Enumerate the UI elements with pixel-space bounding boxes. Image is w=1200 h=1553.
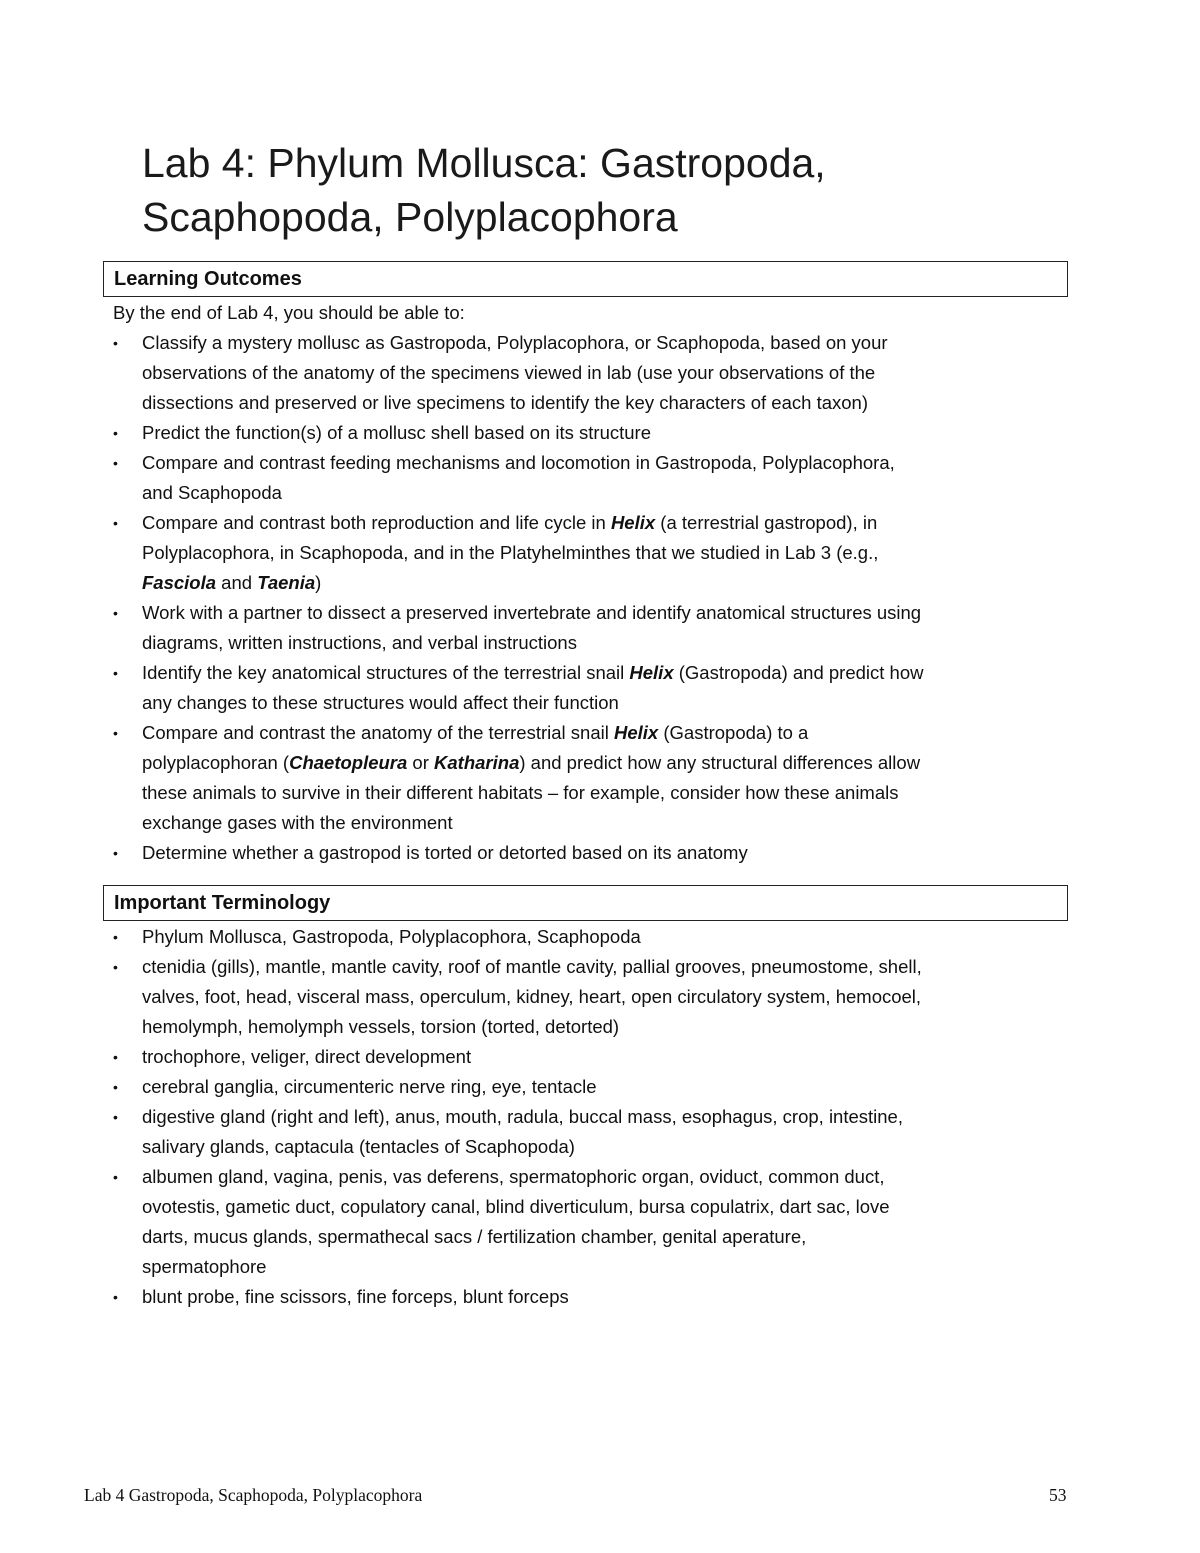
bullet-icon: • — [113, 1079, 118, 1095]
text-segment: Identify the key anatomical structures of the terrestrial snail — [142, 662, 630, 683]
list-item — [0, 1072, 922, 1102]
text-segment: digestive gland (right and left), anus, mouth, radula, buccal mass, esophagus, crop, intestine, — [142, 1106, 903, 1127]
list-item — [0, 508, 924, 598]
list-item-line — [0, 328, 924, 358]
list-item — [0, 1102, 922, 1162]
text-segment: Compare and contrast feeding mechanisms and locomotion in Gastropoda, Polyplacophora, — [142, 452, 895, 473]
list-item-line — [0, 1042, 922, 1072]
title-line: Lab 4: Phylum Mollusca: Gastropoda, — [142, 140, 826, 186]
bullet-icon: • — [113, 515, 118, 531]
text-segment: Phylum Mollusca, Gastropoda, Polyplacophora, Scaphopoda — [142, 926, 641, 947]
list-item-line — [0, 952, 922, 982]
terminology-heading: Important Terminology — [114, 892, 331, 914]
text-segment: these animals to survive in their different habitats – for example, consider how these animals — [142, 782, 899, 803]
list-item-line — [0, 1192, 922, 1222]
text-segment: polyplacophoran ( — [142, 752, 290, 773]
text-segment: valves, foot, head, visceral mass, operculum, kidney, heart, open circulatory system, hemocoel, — [142, 986, 922, 1007]
list-item-line — [0, 478, 924, 508]
learning-outcomes-header — [103, 261, 1068, 297]
terminology-list — [0, 922, 922, 1312]
list-item — [0, 1042, 922, 1072]
list-item — [0, 1162, 922, 1282]
list-item — [0, 418, 924, 448]
bullet-icon: • — [113, 605, 118, 621]
bullet-icon: • — [113, 1169, 118, 1185]
taxon-name: Taenia — [257, 572, 316, 593]
list-item-line — [0, 1162, 922, 1192]
list-item-line — [0, 508, 924, 538]
text-segment: Compare and contrast the anatomy of the terrestrial snail — [142, 722, 614, 743]
taxon-name: Fasciola — [142, 572, 217, 593]
list-item-line — [0, 1102, 922, 1132]
list-item-line — [0, 568, 924, 598]
list-item-line — [0, 538, 924, 568]
text-segment: Predict the function(s) of a mollusc shell based on its structure — [142, 422, 651, 443]
list-item-line — [0, 358, 924, 388]
text-segment: hemolymph, hemolymph vessels, torsion (torted, detorted) — [142, 1016, 620, 1037]
list-item-line — [0, 1012, 922, 1042]
learning-outcomes-heading: Learning Outcomes — [114, 268, 302, 290]
text-segment: or — [407, 752, 435, 773]
list-item-line — [0, 778, 924, 808]
text-segment: cerebral ganglia, circumenteric nerve ring, eye, tentacle — [142, 1076, 597, 1097]
list-item-line — [0, 628, 924, 658]
list-item-line — [0, 1252, 922, 1282]
text-segment: exchange gases with the environment — [142, 812, 453, 833]
text-segment: ovotestis, gametic duct, copulatory canal, blind diverticulum, bursa copulatrix, dart sac, love — [142, 1196, 890, 1217]
list-item-line — [0, 388, 924, 418]
text-segment: ) and predict how any structural differences allow — [519, 752, 921, 773]
text-segment: blunt probe, fine scissors, fine forceps, blunt forceps — [142, 1286, 569, 1307]
list-item-line — [0, 418, 924, 448]
list-item-line — [0, 448, 924, 478]
text-segment: Classify a mystery mollusc as Gastropoda, Polyplacophora, or Scaphopoda, based on your — [142, 332, 888, 353]
text-segment: and — [216, 572, 258, 593]
learning-outcomes-list — [0, 328, 924, 868]
bullet-icon: • — [113, 929, 118, 945]
text-segment: spermatophore — [142, 1256, 267, 1277]
taxon-name: Helix — [614, 722, 659, 743]
taxon-name: Katharina — [434, 752, 520, 773]
list-item — [0, 598, 924, 658]
text-segment: Compare and contrast both reproduction and life cycle in — [142, 512, 611, 533]
list-item — [0, 922, 922, 952]
list-item-line — [0, 1222, 922, 1252]
list-item — [0, 952, 922, 1042]
list-item-line — [0, 748, 924, 778]
footer-title: Lab 4 Gastropoda, Scaphopoda, Polyplacophora — [84, 1485, 423, 1505]
bullet-icon: • — [113, 1049, 118, 1065]
list-item — [0, 838, 924, 868]
list-item — [0, 718, 924, 838]
text-segment: albumen gland, vagina, penis, vas deferens, spermatophoric organ, oviduct, common duct, — [142, 1166, 885, 1187]
taxon-name: Helix — [610, 512, 656, 533]
text-segment: (Gastropoda) to a — [658, 722, 809, 743]
text-segment: dissections and preserved or live specimens to identify the key characters of each taxon) — [142, 392, 868, 413]
list-item — [0, 1282, 922, 1312]
list-item — [0, 328, 924, 418]
list-item-line — [0, 1132, 922, 1162]
bullet-icon: • — [113, 335, 118, 351]
terminology-header — [103, 885, 1068, 921]
text-segment: (Gastropoda) and predict how — [673, 662, 924, 683]
list-item-line — [0, 982, 922, 1012]
text-segment: darts, mucus glands, spermathecal sacs / fertilization chamber, genital aperature, — [142, 1226, 807, 1247]
page-title — [142, 136, 826, 244]
bullet-icon: • — [113, 959, 118, 975]
bullet-icon: • — [113, 665, 118, 681]
list-item-line — [0, 688, 924, 718]
text-segment: ctenidia (gills), mantle, mantle cavity, roof of mantle cavity, pallial grooves, pneumostome, shell, — [142, 956, 922, 977]
text-segment: Determine whether a gastropod is torted or detorted based on its anatomy — [142, 842, 748, 863]
taxon-name: Helix — [629, 662, 674, 683]
text-segment: diagrams, written instructions, and verbal instructions — [142, 632, 577, 653]
title-line: Scaphopoda, Polyplacophora — [142, 194, 678, 240]
taxon-name: Chaetopleura — [289, 752, 408, 773]
bullet-icon: • — [113, 455, 118, 471]
bullet-icon: • — [113, 1289, 118, 1305]
bullet-icon: • — [113, 725, 118, 741]
list-item — [0, 448, 924, 508]
page-number: 53 — [1049, 1485, 1067, 1505]
text-segment: Polyplacophora, in Scaphopoda, and in the Platyhelminthes that we studied in Lab 3 (e.g., — [142, 542, 879, 563]
text-segment: any changes to these structures would affect their function — [142, 692, 619, 713]
learning-outcomes-intro: By the end of Lab 4, you should be able to: — [113, 302, 465, 323]
list-item-line — [0, 922, 922, 952]
list-item-line — [0, 838, 924, 868]
text-segment: salivary glands, captacula (tentacles of Scaphopoda) — [142, 1136, 575, 1157]
text-segment: and Scaphopoda — [142, 482, 282, 503]
list-item-line — [0, 1282, 922, 1312]
text-segment: Work with a partner to dissect a preserved invertebrate and identify anatomical structures using — [142, 602, 922, 623]
list-item-line — [0, 1072, 922, 1102]
list-item-line — [0, 718, 924, 748]
text-segment: observations of the anatomy of the specimens viewed in lab (use your observations of the — [142, 362, 876, 383]
text-segment: (a terrestrial gastropod), in — [655, 512, 878, 533]
list-item-line — [0, 808, 924, 838]
bullet-icon: • — [113, 1109, 118, 1125]
list-item-line — [0, 658, 924, 688]
text-segment: trochophore, veliger, direct development — [142, 1046, 472, 1067]
list-item — [0, 658, 924, 718]
bullet-icon: • — [113, 425, 118, 441]
list-item-line — [0, 598, 924, 628]
bullet-icon: • — [113, 845, 118, 861]
text-segment: ) — [315, 572, 322, 593]
